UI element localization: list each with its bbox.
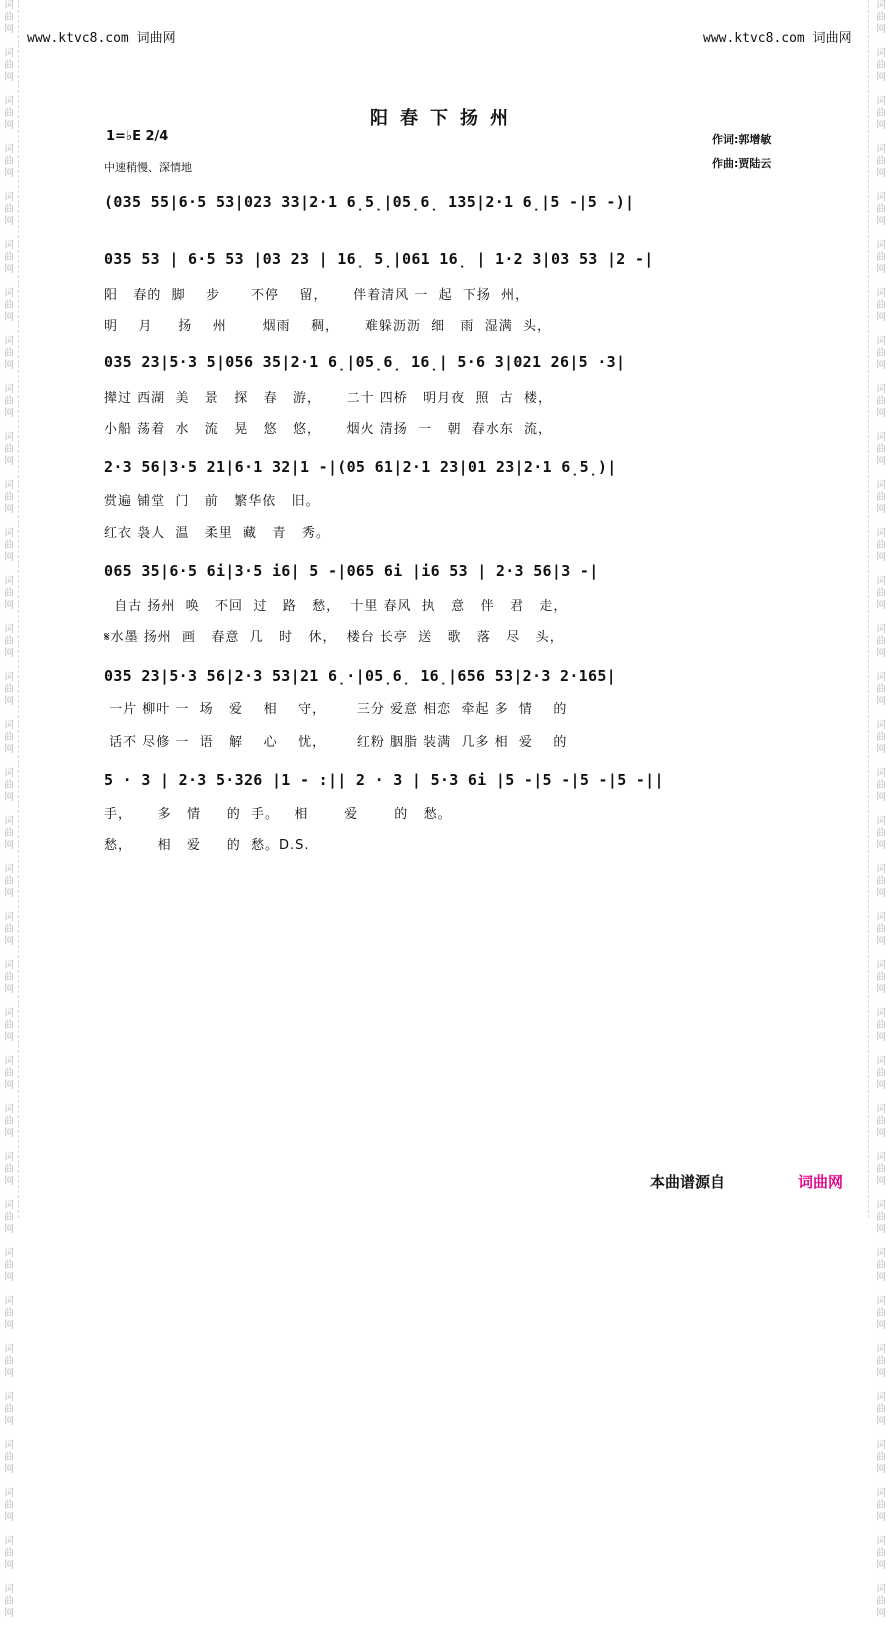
song-title: 阳春下扬州 — [370, 108, 520, 129]
score-line-5-notes: 035 23|5·3 56|2·3 53|21 6̣·|05̣6̣ 16̣|656 53|2·3 2·165| — [104, 667, 616, 685]
score-line-5-lyric-1: 一片 柳叶 一 场 爱 相 守， 三分 爱意 相恋 牵起 多 情 的 — [104, 702, 568, 717]
score-line-5-lyric-2: 话不 尽修 一 语 解 心 忧， 红粉 胭脂 装满 几多 相 爱 的 — [104, 735, 568, 750]
score-line-3-notes: 2·3 56|3·5 21|6·1 32|1 -|(05 61|2·1 23|01 23|2·1 6̣5̣)| — [104, 458, 617, 476]
score-line-3-lyric-1: 赏遍 铺堂 门 前 繁华依 旧。 — [104, 494, 320, 509]
score-line-1-notes: 035 53 | 6·5 53 |03 23 | 16̣ 5̣|061 16̣ | 1·2 3|03 53 |2 -| — [104, 250, 654, 268]
side-watermark-text: 词 曲 网 词 曲 网 词 曲 网 词 曲 网 词 曲 网 词 曲 网 词 曲 网 词 曲 网 词 曲 网 词 曲 网 词 曲 网 词 曲 网 词 曲 网 词 曲 网 词 曲 网 词 曲 网 词 曲 网 词 曲 网 词 曲 网 词 曲 网 词 曲 网 词 曲 网 词 曲 网 词 曲 网 词 曲 网 词 曲 网 词 曲 网 词 曲 网 词 曲 网 词 曲 网 词 曲 网 词 曲 网 词 曲 网 词 曲 网 — [876, 0, 886, 1619]
side-watermark-text: 词 曲 网 词 曲 网 词 曲 网 词 曲 网 词 曲 网 词 曲 网 词 曲 网 词 曲 网 词 曲 网 词 曲 网 词 曲 网 词 曲 网 词 曲 网 词 曲 网 词 曲 网 词 曲 网 词 曲 网 词 曲 网 词 曲 网 词 曲 网 词 曲 网 词 曲 网 词 曲 网 词 曲 网 词 曲 网 词 曲 网 词 曲 网 词 曲 网 词 曲 网 词 曲 网 词 曲 网 词 曲 网 词 曲 网 词 曲 网 — [4, 0, 14, 1619]
score-line-4-lyric-2: 𝄋水墨 扬州 画 春意 几 时 休， 楼台 长亭 送 歌 落 尽 头， — [104, 630, 564, 645]
side-watermark-left — [3, 0, 15, 1619]
score-line-4-notes: 065 35|6·5 6i|3·5 i6| 5 -|065 6i |i6 53 | 2·3 56|3 -| — [104, 562, 599, 580]
source-brand[interactable]: 词曲网 — [798, 1173, 844, 1191]
score-line-6-lyric-1: 手， 多 情 的 手。 相 爱 的 愁。 — [104, 807, 452, 822]
score-line-1-lyric-2: 明 月 扬 州 烟雨 稠， 难躲沥沥 细 雨 湿满 头， — [104, 319, 552, 334]
composer-credit: 作曲:贾陆云 — [712, 157, 772, 170]
lyricist-credit: 作词:郭增敏 — [712, 133, 772, 146]
watermark-url-right: www.ktvc8.com 词曲网 — [703, 31, 852, 46]
score-line-6-notes: 5 · 3 | 2·3 5·326 |1 - :|| 2 · 3 | 5·3 6i |5 -|5 -|5 -|5 -|| — [104, 771, 664, 789]
intro-notes: (035 55|6·5 53|023 33|2·1 6̣5̣|05̣6̣ 135|2·1 6̣|5 -|5 -)| — [104, 193, 635, 211]
tempo-marking: 中速稍慢、深情地 — [104, 161, 192, 174]
score-line-6-lyric-2: 愁， 相 爱 的 愁。D.S. — [104, 838, 310, 853]
score-line-4-lyric-1: 自古 扬州 唤 不回 过 路 愁， 十里 春风 执 意 伴 君 走， — [104, 599, 568, 614]
left-dashed-border — [18, 0, 19, 1218]
key-signature: 1=♭E 2/4 — [106, 129, 169, 144]
score-line-2-notes: 035 23|5·3 5|056 35|2·1 6̣|05̣6̣ 16̣| 5·6 3|021 26|5 ·3| — [104, 353, 626, 371]
score-line-2-lyric-2: 小船 荡着 水 流 晃 悠 悠， 烟火 清扬 一 朝 春水东 流， — [104, 422, 552, 437]
score-line-1-lyric-1: 阳 春的 脚 步 不停 留， 伴着清风 一 起 下扬 州， — [104, 288, 530, 303]
side-watermark-right — [875, 0, 887, 1619]
score-line-3-lyric-2: 红衣 袅人 温 柔里 藏 青 秀。 — [104, 526, 330, 541]
right-dashed-border — [868, 0, 869, 1218]
watermark-url-left: www.ktvc8.com 词曲网 — [27, 31, 176, 46]
score-line-2-lyric-1: 撵过 西湖 美 景 探 春 游， 二十 四桥 明月夜 照 古 楼， — [104, 391, 552, 406]
source-label: 本曲谱源自 — [650, 1173, 726, 1191]
